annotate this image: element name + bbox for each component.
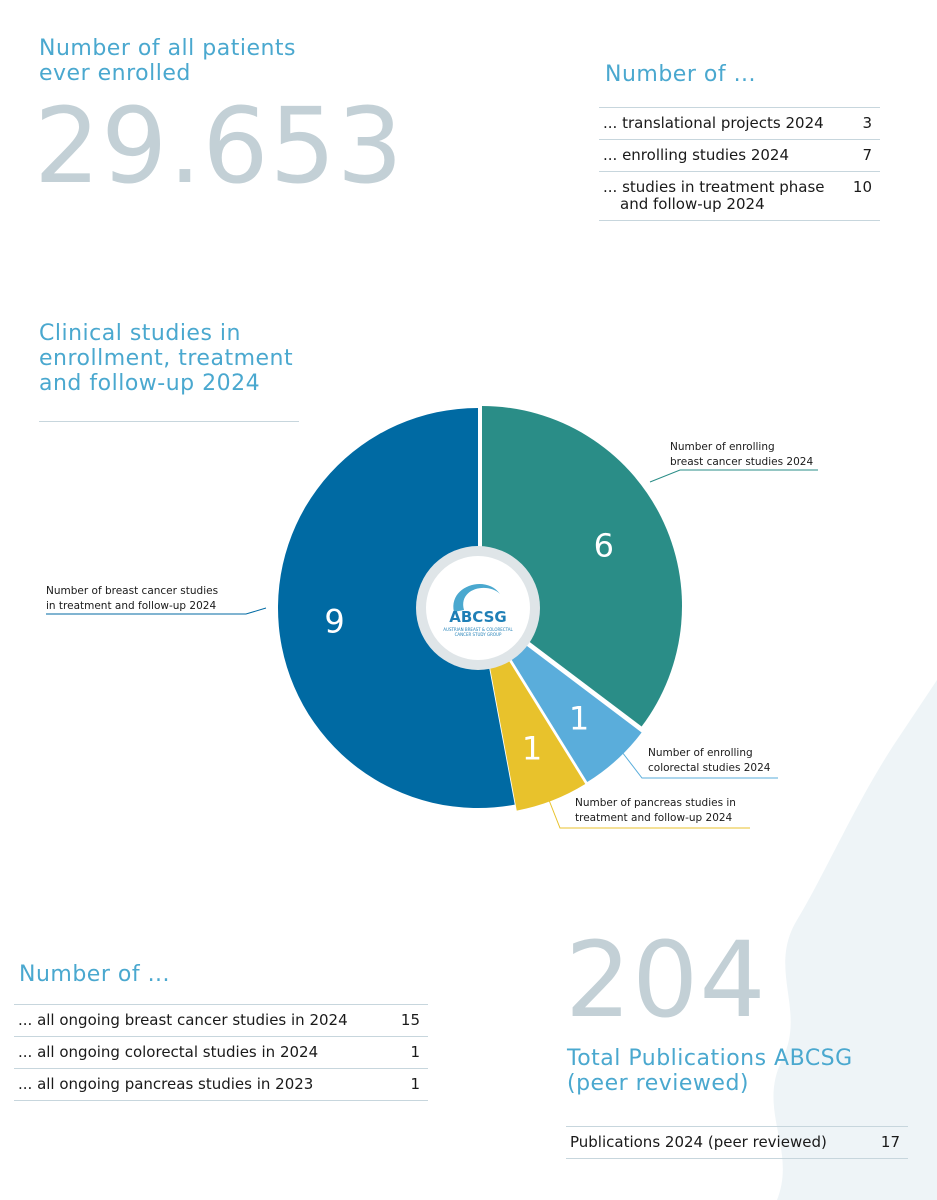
row-value: 15 — [380, 1005, 428, 1037]
row-label: Publications 2024 (peer reviewed) — [566, 1127, 860, 1159]
callout-label: Number of enrolling — [670, 441, 775, 453]
row-label: ... enrolling studies 2024 — [599, 140, 832, 172]
bottom-table-heading: Number of ... — [19, 962, 171, 987]
callout-label: Number of pancreas studies in — [575, 797, 736, 809]
slice-value-label: 1 — [568, 699, 590, 738]
table-row — [14, 1069, 428, 1101]
abcsg-logo-subtitle: CANCER STUDY GROUP — [454, 632, 502, 637]
clinical-heading-line3: and follow-up 2024 — [39, 371, 261, 396]
callout-label: treatment and follow-up 2024 — [575, 812, 733, 824]
publications-total: 204 — [565, 919, 767, 1041]
row-label: ... all ongoing breast cancer studies in 2024 — [14, 1005, 380, 1037]
abcsg-logo-text: ABCSG — [449, 608, 507, 626]
row-label: ... translational projects 2024 — [599, 108, 832, 140]
abcsg-logo-subtitle: AUSTRIAN BREAST & COLORECTAL — [443, 627, 513, 632]
callout-line — [650, 470, 818, 482]
row-label: ... all ongoing colorectal studies in 2024 — [14, 1037, 380, 1069]
row-label: ... all ongoing pancreas studies in 2023 — [14, 1069, 380, 1101]
patients-total: 29.653 — [34, 85, 404, 207]
publications-heading-line1: Total Publications ABCSG — [567, 1046, 853, 1071]
publications-table — [566, 1126, 908, 1159]
row-label-line2: and follow-up 2024 — [620, 195, 765, 213]
clinical-heading-line2: enrollment, treatment — [39, 346, 294, 371]
slice-value-label: 6 — [593, 526, 614, 565]
row-label-line1: ... studies in treatment phase — [603, 178, 825, 196]
top-table-heading: Number of ... — [605, 62, 757, 87]
slice-value-label: 1 — [521, 729, 543, 768]
row-value: 1 — [380, 1037, 428, 1069]
row-value: 17 — [860, 1127, 908, 1159]
table-row — [14, 1005, 428, 1037]
callout-label: breast cancer studies 2024 — [670, 456, 814, 468]
row-value: 3 — [832, 108, 880, 140]
bottom-stats-table — [14, 1004, 428, 1101]
row-value: 1 — [380, 1069, 428, 1101]
patients-heading-line1: Number of all patients — [39, 36, 297, 61]
publications-heading-line2: (peer reviewed) — [567, 1071, 749, 1096]
clinical-heading-line1: Clinical studies in — [39, 321, 241, 346]
row-value: 10 — [832, 172, 880, 221]
callout-label: colorectal studies 2024 — [648, 762, 771, 774]
callout-label: Number of enrolling — [648, 747, 753, 759]
row-value: 7 — [832, 140, 880, 172]
table-row — [14, 1037, 428, 1069]
patients-heading-line2: ever enrolled — [39, 61, 191, 86]
publications-heading — [567, 1046, 853, 1096]
table-row — [566, 1127, 908, 1159]
slice-value-label: 9 — [324, 602, 345, 641]
callout-label: Number of breast cancer studies — [46, 585, 219, 597]
callout-label: in treatment and follow-up 2024 — [46, 600, 217, 612]
